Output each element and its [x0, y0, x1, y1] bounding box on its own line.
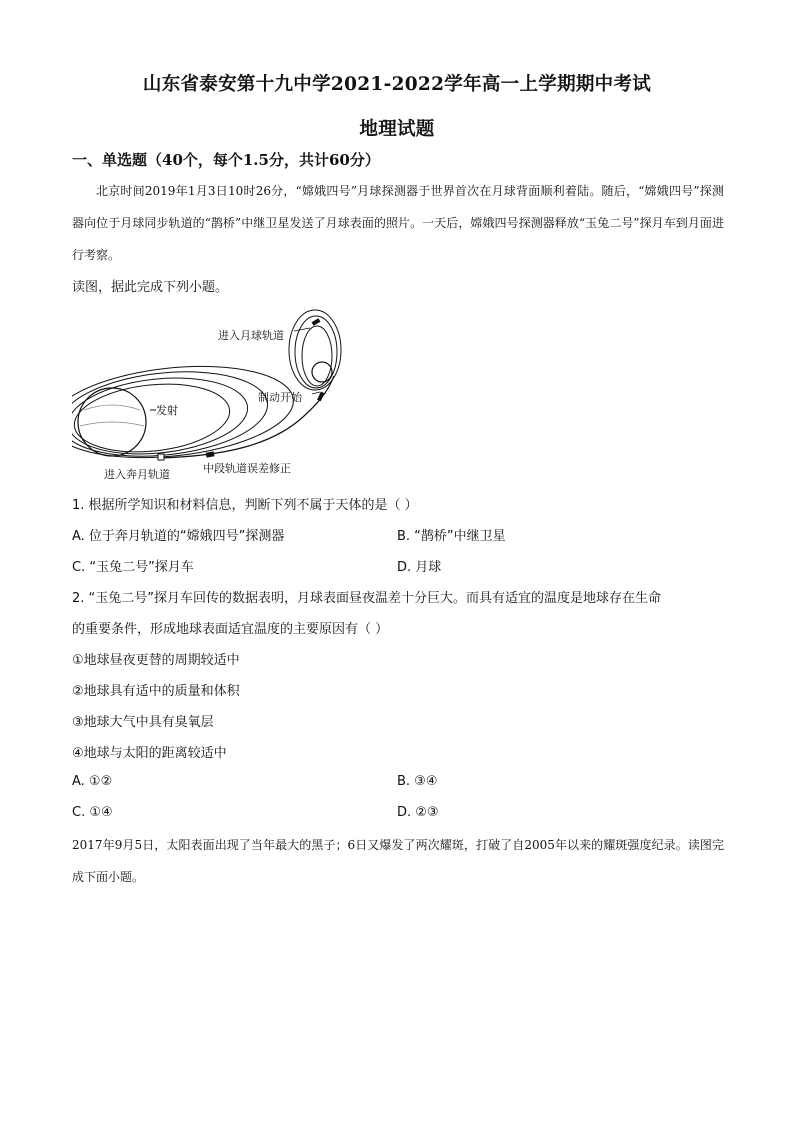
passage-chang-e: 北京时间2019年1月3日10时26分，“嫦娥四号”月球探测器于世界首次在月球背面顺利着陆。随后，“嫦娥四号”探测器向位于月球同步轨道的“鹊桥”中继卫星发送了月球表面的照片。一天后，嫦娥四号探测器释放“玉兔二号”探月车到月面进行考察。 — [72, 184, 724, 262]
passage-sunspot: 2017年9月5日，太阳表面出现了当年最大的黑子；6日又爆发了两次耀斑，打破了自2005年以来的耀斑强度纪录。读图完成下面小题。 — [72, 838, 724, 884]
q2-option-a[interactable]: A. ①② — [72, 774, 113, 789]
q2-option-b[interactable]: B. ③④ — [397, 774, 438, 789]
lunar-trajectory-figure — [72, 306, 372, 486]
q1-option-c[interactable]: C. “玉兔二号”探月车 — [72, 560, 194, 575]
label-transfer-orbit: 进入奔月轨道 — [104, 468, 170, 481]
q2-option-c[interactable]: C. ①④ — [72, 805, 113, 820]
instruction-read-figure: 读图，据此完成下列小题。 — [72, 280, 229, 295]
question-2-stem-line1: 2. “玉兔二号”探月车回传的数据表明，月球表面昼夜温差十分巨大。而具有适宜的温度是地球存在生命 — [72, 591, 662, 606]
q2-statement-1: ①地球昼夜更替的周期较适中 — [72, 653, 240, 668]
q2-option-d[interactable]: D. ②③ — [397, 805, 439, 820]
q2-statement-4: ④地球与太阳的距离较适中 — [72, 746, 227, 761]
q2-statement-2: ②地球具有适中的质量和体积 — [72, 684, 240, 699]
q1-option-d[interactable]: D. 月球 — [397, 560, 442, 575]
label-midcourse: 中段轨道误差修正 — [203, 462, 291, 475]
exam-subtitle: 地理试题 — [359, 119, 435, 140]
q1-option-a[interactable]: A. 位于奔月轨道的“嫦娥四号”探测器 — [72, 529, 285, 544]
exam-title: 山东省泰安第十九中学2021-2022学年高一上学期期中考试 — [142, 74, 652, 95]
label-lunar-orbit: 进入月球轨道 — [218, 329, 284, 342]
question-1-stem: 1. 根据所学知识和材料信息，判断下列不属于天体的是（ ） — [72, 498, 418, 513]
moon-icon — [312, 362, 332, 382]
q1-option-b[interactable]: B. “鹊桥”中继卫星 — [397, 529, 506, 544]
question-2-stem-line2: 的重要条件，形成地球表面适宜温度的主要原因有（ ） — [72, 622, 389, 637]
section-heading: 一、单选题（40个，每个1.5分，共计60分） — [72, 151, 380, 169]
q2-statement-3: ③地球大气中具有臭氧层 — [72, 715, 214, 730]
label-launch: 发射 — [156, 404, 178, 417]
label-braking: 制动开始 — [258, 391, 302, 404]
